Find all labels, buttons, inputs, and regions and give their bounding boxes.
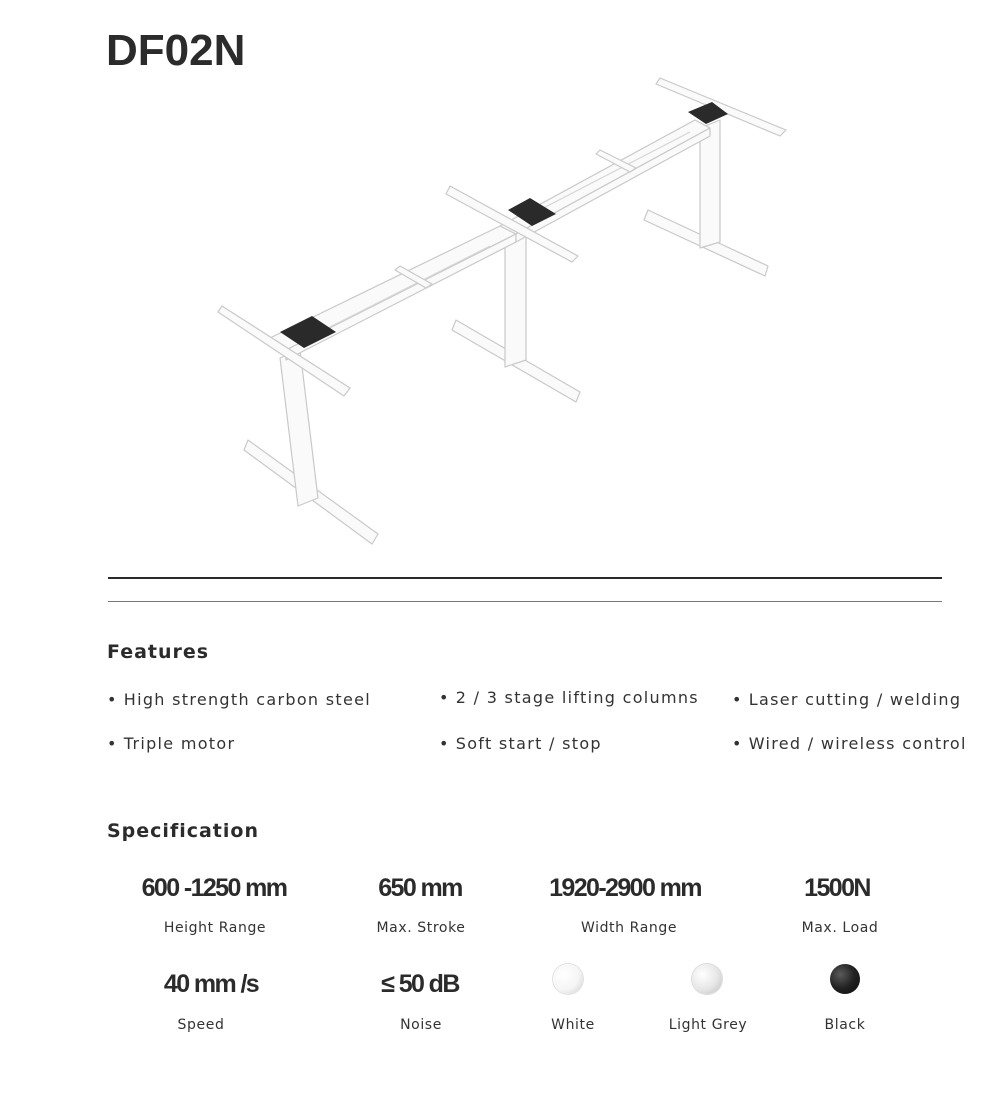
spec-label-noise: Noise [400, 1017, 442, 1033]
feature-item: • High strength carbon steel [107, 690, 371, 709]
desk-frame-image [200, 70, 800, 560]
bullet-icon: • [107, 690, 118, 709]
spec-label-speed: Speed [177, 1017, 225, 1033]
color-label-light-grey: Light Grey [668, 1017, 748, 1033]
bullet-icon: • [107, 734, 118, 753]
bullet-icon: • [439, 688, 450, 707]
product-model-title: DF02N [106, 26, 246, 75]
feature-item: • Triple motor [107, 734, 236, 753]
bullet-icon: • [732, 734, 743, 753]
spec-label-max-load: Max. Load [801, 920, 879, 936]
spec-value-noise: ≤ 50 dB [381, 970, 459, 998]
specification-heading: Specification [107, 820, 259, 842]
spec-value-height-range: 600 -1250 mm [141, 874, 287, 902]
color-swatch-black [830, 964, 860, 994]
feature-item: • 2 / 3 stage lifting columns [439, 688, 699, 707]
spec-label-width-range: Width Range [580, 920, 678, 936]
bullet-icon: • [732, 690, 743, 709]
features-heading: Features [107, 641, 210, 663]
feature-item: • Wired / wireless control [732, 734, 967, 753]
feature-item: • Soft start / stop [439, 734, 602, 753]
color-label-white: White [551, 1017, 595, 1033]
spec-value-width-range: 1920-2900 mm [549, 874, 701, 902]
color-label-black: Black [824, 1017, 866, 1033]
desk-frame-illustration [200, 70, 800, 560]
spec-label-height-range: Height Range [163, 920, 267, 936]
spec-value-max-load: 1500N [804, 874, 870, 902]
color-swatch-light-grey [692, 964, 722, 994]
spec-label-max-stroke: Max. Stroke [376, 920, 466, 936]
divider-thin [108, 601, 942, 602]
feature-item: • Laser cutting / welding [732, 690, 962, 709]
spec-value-speed: 40 mm /s [163, 970, 259, 998]
spec-value-max-stroke: 650 mm [378, 874, 462, 902]
color-swatch-white [553, 964, 583, 994]
bullet-icon: • [439, 734, 450, 753]
divider-thick [108, 577, 942, 579]
